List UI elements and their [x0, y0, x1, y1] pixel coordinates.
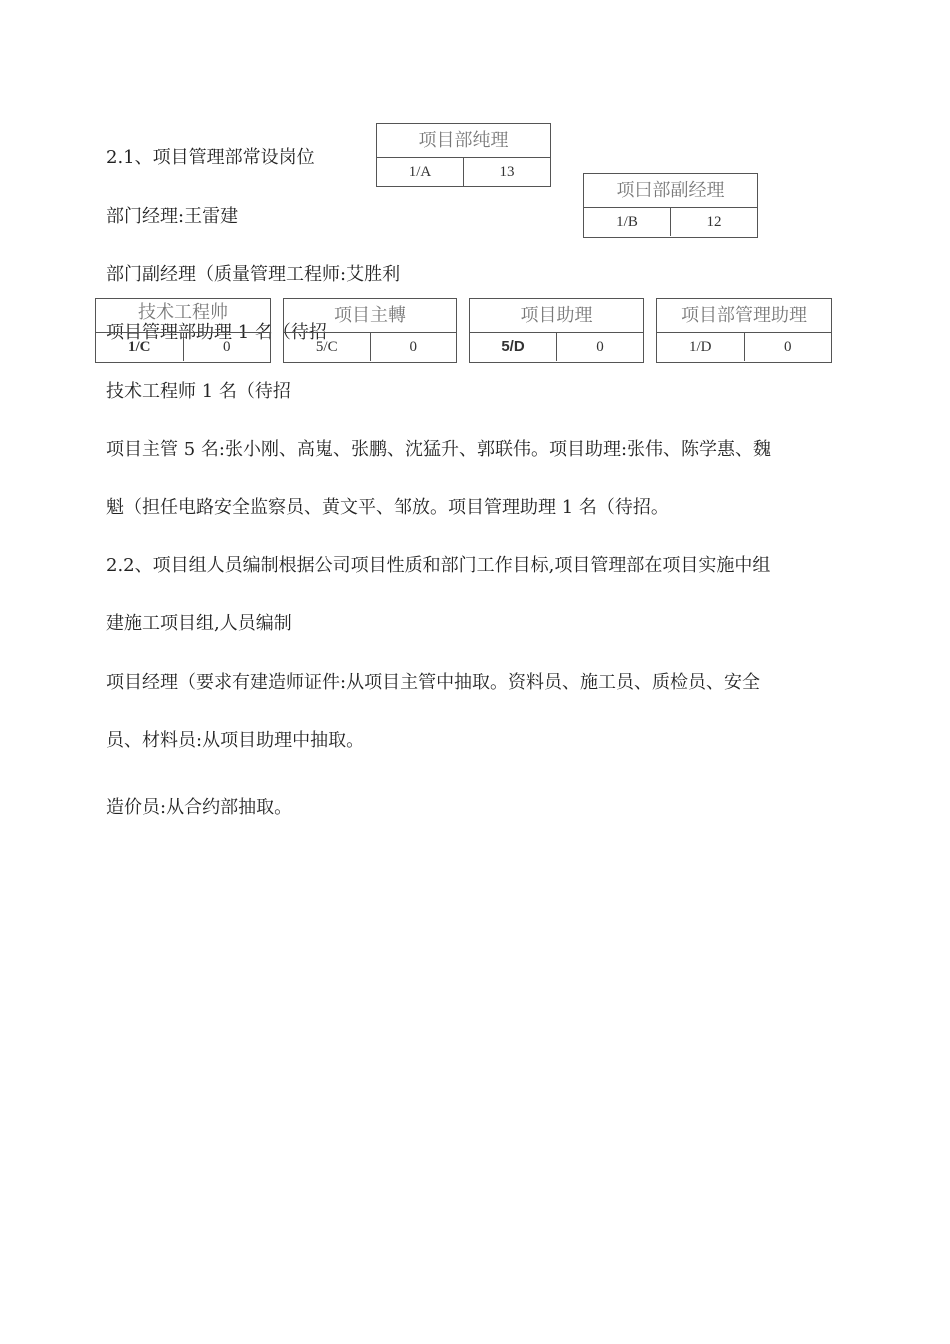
- org-box-project-supervisor: [283, 298, 457, 363]
- org-box-code: 1/B: [616, 214, 638, 230]
- org-box-count: 0: [183, 333, 271, 361]
- org-box-count: 13: [463, 158, 550, 186]
- paragraph-cost-estimator: 造价员:从合约部抽取。: [106, 797, 293, 818]
- org-box-count: 0: [744, 333, 832, 361]
- paragraph-deputy-manager: 部门副经理（质量管理工程师:艾胜利: [106, 264, 401, 285]
- paragraph-project-manager-line2: 员、材料员:从项目助理中抽取。: [106, 730, 365, 751]
- org-box-count: 12: [670, 208, 757, 236]
- section-heading-2-1: 2.1、项目管理部常设岗位: [106, 147, 315, 168]
- paragraph-project-manager-line1: 项目经理（要求有建造师证件:从项目主管中抽取。资料员、施工员、质检员、安全: [106, 672, 761, 693]
- paragraph-supervisors-line1: 项目主管 5 名:张小刚、高嵬、张鹏、沈猛升、郭联伟。项目助理:张伟、陈学惠、魏: [106, 439, 772, 460]
- section-heading-2-2-line2: 建施工项目组,人员编制: [106, 613, 292, 634]
- org-box-project-assistant: [469, 298, 644, 363]
- org-box-code: 1/A: [408, 164, 432, 180]
- paragraph-supervisors-line2: 魁（担任电路安全监察员、黄文平、邹放。项目管理助理 1 名（待招。: [106, 497, 669, 518]
- paragraph-tech-engineer: 技术工程师 1 名（待招: [106, 381, 291, 402]
- org-box-title: 项曰部副经理: [584, 174, 757, 208]
- org-box-count: 0: [370, 333, 457, 361]
- org-box-title: 项目助理: [470, 299, 643, 333]
- org-box-code: 5/C: [315, 339, 338, 355]
- org-box-tech-engineer: [95, 298, 271, 363]
- section-heading-2-2-line1: 2.2、项目组人员编制根据公司项目性质和部门工作目标,项目管理部在项目实施中组: [106, 555, 771, 576]
- org-box-title: 技术工程帅: [96, 299, 270, 333]
- org-box-count: 0: [556, 333, 643, 361]
- org-box-management-assistant: [656, 298, 832, 363]
- org-box-project-manager: [376, 123, 551, 187]
- org-box-code: 1/C: [128, 339, 151, 355]
- org-box-code: 1/D: [689, 339, 712, 355]
- org-box-title: 项目主轉: [284, 299, 456, 333]
- org-box-title: 项目部管理助理: [657, 299, 831, 333]
- paragraph-management-assistant: 项目管理部助理 1 名（待招: [106, 322, 327, 343]
- org-box-deputy-manager: [583, 173, 758, 238]
- paragraph-department-manager: 部门经理:王雷建: [106, 206, 239, 227]
- org-box-code: 5/D: [501, 338, 525, 355]
- org-box-title: 项目部纯理: [377, 124, 550, 158]
